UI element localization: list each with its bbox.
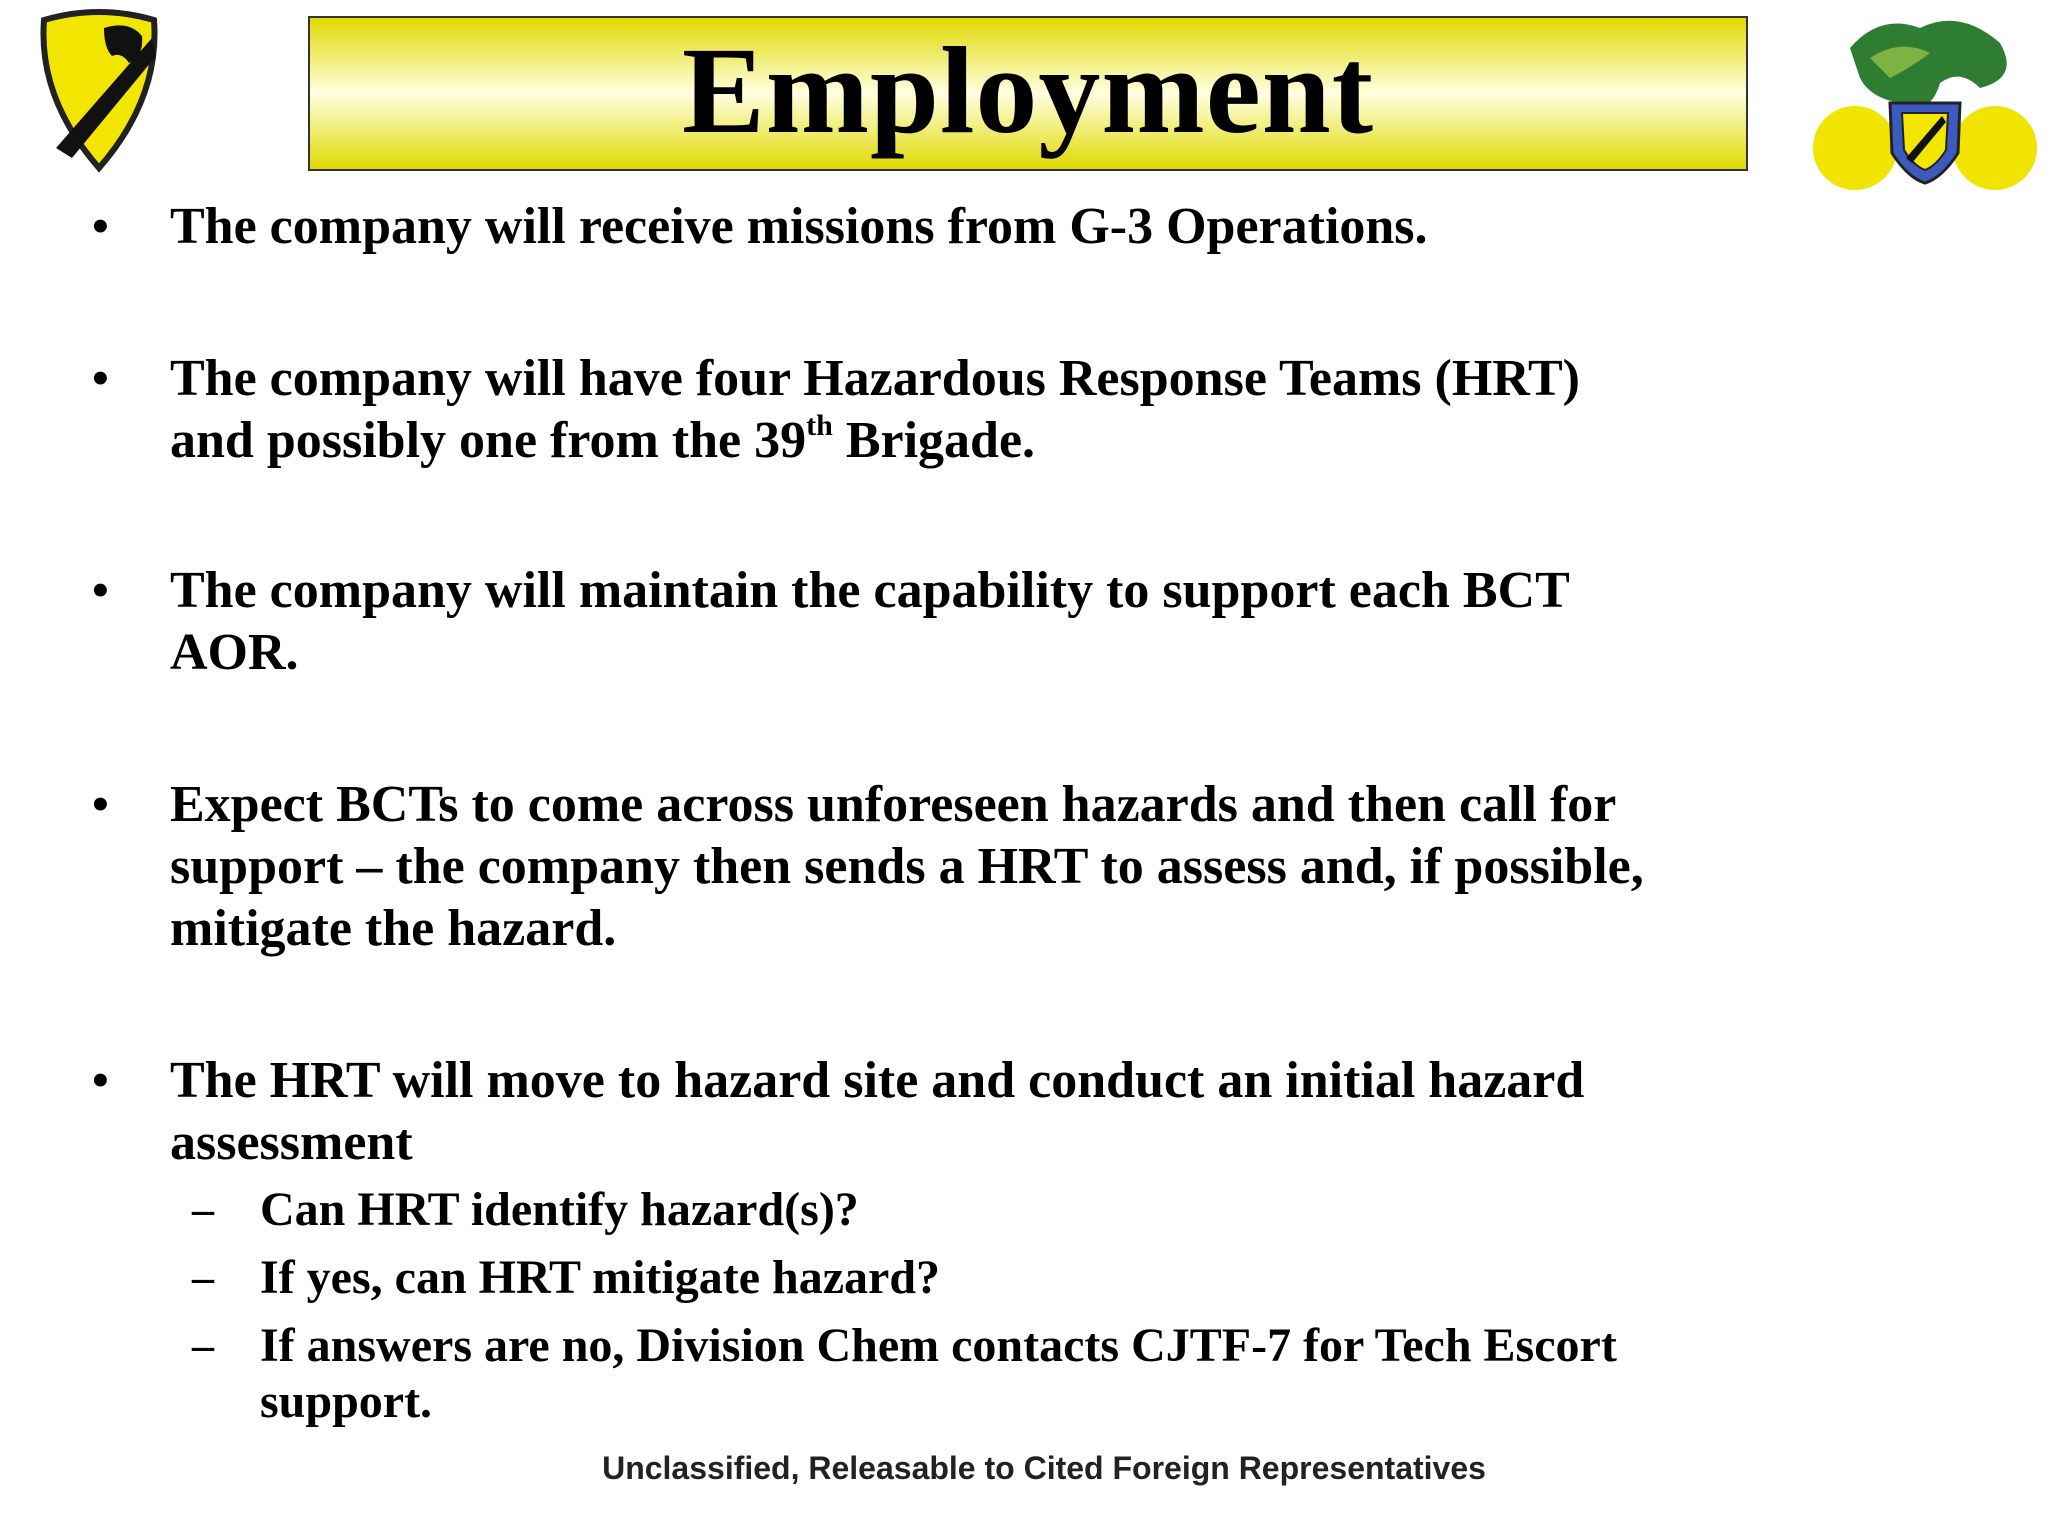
sub-bullet-3-line1: If answers are no, Division Chem contacts CJTF-7 for Tech Escort	[260, 1319, 1617, 1372]
sub-bullet-3-line2: support.	[260, 1375, 433, 1428]
bullet-2-line1: The company will have four Hazardous Response Teams (HRT)	[170, 350, 1580, 407]
bullet-4	[170, 774, 1810, 960]
sub-bullet-2: If yes, can HRT mitigate hazard?	[260, 1251, 941, 1304]
bullet-1	[170, 196, 1810, 258]
bullet-marker: •	[92, 352, 109, 405]
sub-bullet-marker: –	[192, 1185, 214, 1234]
bullet-marker: •	[92, 778, 109, 831]
dragon-crest-logo	[1810, 8, 2040, 208]
classification-footer: Unclassified, Releasable to Cited Foreign Representatives	[602, 1450, 1486, 1486]
bullet-2-line2: and possibly one from the 39th Brigade.	[170, 409, 1036, 469]
bullet-3-line2: AOR.	[170, 624, 299, 681]
sub-bullet-1: Can HRT identify hazard(s)?	[260, 1183, 859, 1236]
cavalry-shield-logo	[34, 8, 164, 174]
bullet-5	[170, 1050, 1810, 1174]
bullet-marker: •	[92, 564, 109, 617]
sub-bullet-3	[260, 1318, 1760, 1430]
bullet-4-line1: Expect BCTs to come across unforeseen hazards and then call for	[170, 776, 1617, 833]
sub-bullet-marker: –	[192, 1321, 214, 1370]
bullet-2	[170, 348, 1810, 472]
bullet-marker: •	[92, 1054, 109, 1107]
bullet-3	[170, 560, 1810, 684]
bullet-3-line1: The company will maintain the capability to support each BCT	[170, 562, 1570, 619]
title-banner	[308, 16, 1748, 171]
bullet-1-text: The company will receive missions from G-3 Operations.	[170, 198, 1428, 255]
bullet-5-line2: assessment	[170, 1114, 413, 1171]
bullet-marker: •	[92, 200, 109, 253]
bullet-5-line1: The HRT will move to hazard site and conduct an initial hazard	[170, 1052, 1585, 1109]
page-title: Employment	[682, 21, 1374, 159]
bullet-4-line3: mitigate the hazard.	[170, 900, 617, 957]
bullet-4-line2: support – the company then sends a HRT to assess and, if possible,	[170, 838, 1644, 895]
sub-bullet-marker: –	[192, 1253, 214, 1302]
